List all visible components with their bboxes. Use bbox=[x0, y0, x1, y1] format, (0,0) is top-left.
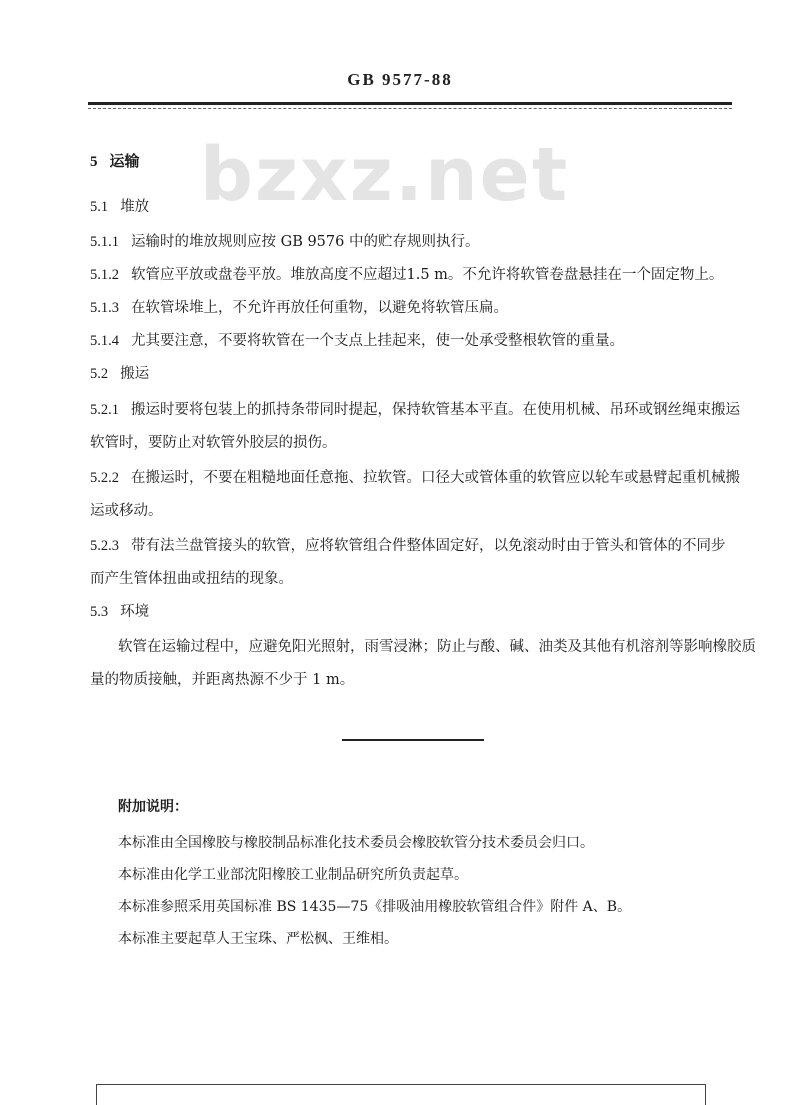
clause-5-1-3 bbox=[90, 296, 508, 317]
clause-text: 在搬运时，不要在粗糙地面任意拖、拉软管。口径大或管体重的软管应以轮车或悬臂起重机械搬 bbox=[131, 470, 740, 486]
clause-5-1-2 bbox=[90, 263, 723, 284]
clause-text: 搬运时要将包装上的抓持条带同时提起，保持软管基本平直。在使用机械、吊环或钢丝绳束搬运 bbox=[131, 402, 740, 418]
section-number: 5.1 bbox=[90, 199, 109, 215]
clause-5-2-3 bbox=[90, 534, 726, 555]
standard-code-header: GB 9577-88 bbox=[347, 70, 453, 89]
clause-5-1-1 bbox=[90, 230, 479, 251]
clause-5-2-1 bbox=[90, 398, 740, 419]
section-heading-5-3 bbox=[90, 600, 149, 621]
clause-number: 5.1.4 bbox=[90, 333, 119, 349]
section-title: 环境 bbox=[120, 604, 150, 620]
bottom-frame bbox=[96, 1084, 706, 1105]
note-item: 本标准由全国橡胶与橡胶制品标准化技术委员会橡胶软管分技术委员会归口。 bbox=[118, 835, 594, 851]
clause-number: 5.2.3 bbox=[90, 538, 119, 554]
section-heading-5-2 bbox=[90, 362, 149, 383]
clause-text: 运输时的堆放规则应按 GB 9576 中的贮存规则执行。 bbox=[131, 234, 480, 250]
clause-number: 5.1.3 bbox=[90, 300, 119, 316]
clause-number: 5.2.1 bbox=[90, 402, 119, 418]
clause-number: 5.1.1 bbox=[90, 234, 119, 250]
section-title: 搬运 bbox=[120, 366, 150, 382]
clause-5-2-3-continued: 而产生管体扭曲或扭结的现象。 bbox=[90, 571, 293, 587]
section-heading-5-1 bbox=[90, 195, 149, 216]
clause-text: 软管应平放或盘卷平放。堆放高度不应超过1.5 m。不允许将软管卷盘悬挂在一个固定物上。 bbox=[131, 267, 724, 283]
note-item: 本标准参照采用英国标准 BS 1435—75《排吸油用橡胶软管组合件》附件 A、B。 bbox=[118, 899, 632, 915]
section-number: 5.2 bbox=[90, 366, 109, 382]
chapter-title: 运输 bbox=[109, 152, 140, 170]
clause-number: 5.2.2 bbox=[90, 470, 119, 486]
note-item: 本标准由化学工业部沈阳橡胶工业制品研究所负责起草。 bbox=[118, 867, 468, 883]
clause-5-2-1-continued: 软管时，要防止对软管外胶层的损伤。 bbox=[90, 435, 337, 451]
clause-text: 尤其要注意，不要将软管在一个支点上挂起来，使一处承受整根软管的重量。 bbox=[131, 333, 624, 349]
environment-paragraph-line-1: 软管在运输过程中，应避免阳光照射，雨雪浸淋；防止与酸、碱、油类及其他有机溶剂等影响橡胶质 bbox=[118, 639, 756, 655]
section-title: 堆放 bbox=[120, 199, 150, 215]
chapter-number: 5 bbox=[90, 154, 98, 170]
note-item: 本标准主要起草人王宝珠、严松枫、王维相。 bbox=[118, 931, 398, 947]
environment-paragraph-line-2: 量的物质接触，并距离热源不少于 1 m。 bbox=[90, 672, 355, 688]
header-rule-thin bbox=[88, 108, 732, 109]
clause-number: 5.1.2 bbox=[90, 267, 119, 283]
clause-5-2-2 bbox=[90, 466, 740, 487]
header-rule-thick bbox=[88, 102, 732, 105]
section-number: 5.3 bbox=[90, 604, 109, 620]
clause-5-2-2-continued: 运或移动。 bbox=[90, 503, 163, 519]
chapter-heading bbox=[90, 150, 140, 171]
clause-text: 带有法兰盘管接头的软管，应将软管组合件整体固定好，以免滚动时由于管头和管体的不同步 bbox=[131, 538, 726, 554]
clause-5-1-4 bbox=[90, 329, 624, 350]
watermark: bzxz.net bbox=[200, 132, 570, 218]
clause-text: 在软管垛堆上，不允许再放任何重物，以避免将软管压扁。 bbox=[131, 300, 508, 316]
end-of-text-divider bbox=[342, 739, 484, 741]
notes-title: 附加说明： bbox=[118, 799, 188, 815]
